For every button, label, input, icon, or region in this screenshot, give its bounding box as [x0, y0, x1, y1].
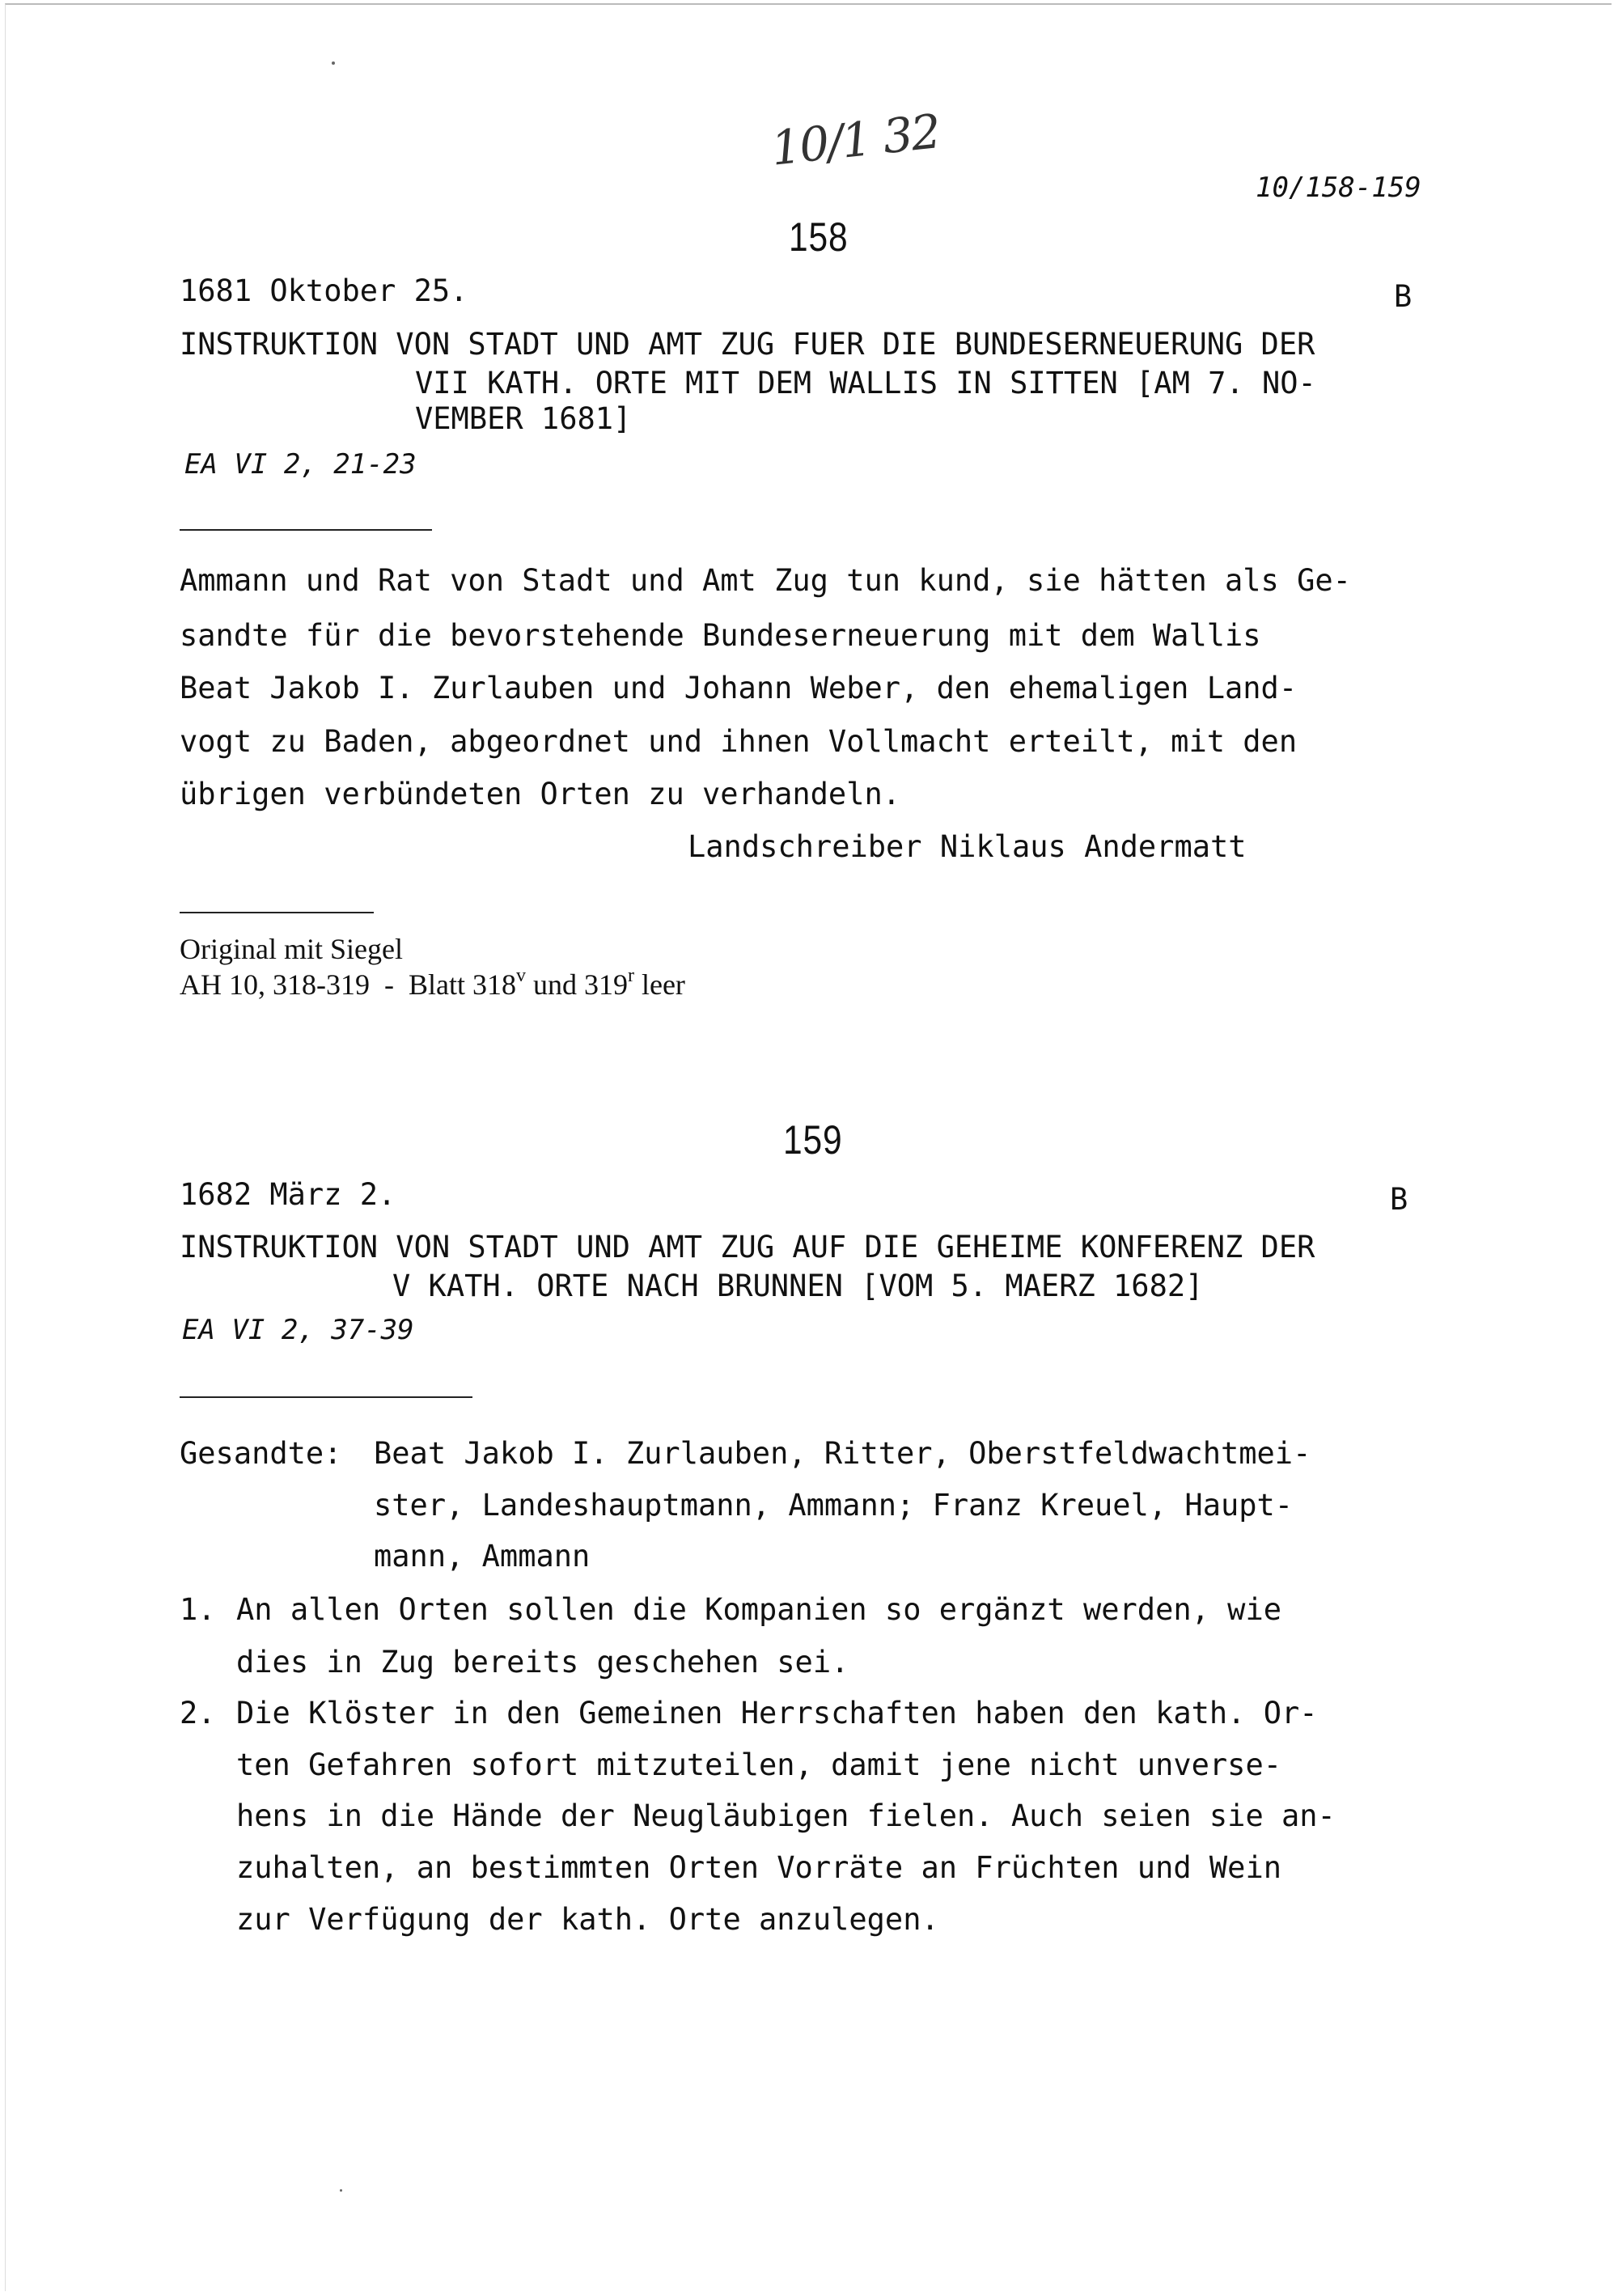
item-line: zur Verfügung der kath. Orte anzulegen.	[236, 1902, 939, 1937]
signature: Landschreiber Niklaus Andermatt	[688, 829, 1247, 864]
body-line: vogt zu Baden, abgeordnet und ihnen Vollmacht erteilt, mit den	[180, 724, 1298, 759]
entry-date: 1682 März 2.	[180, 1177, 396, 1212]
item-line: ten Gefahren sofort mitzuteilen, damit jene nicht unverse-	[236, 1747, 1282, 1782]
item-number: 2.	[180, 1696, 216, 1730]
item-line: zuhalten, an bestimmten Orten Vorräte an Früchten und Wein	[236, 1850, 1282, 1885]
footnote-archive-prefix: AH 10, 318-319 - Blatt 318	[180, 968, 516, 1001]
body-line: sandte für die bevorstehende Bundeserneuerung mit dem Wallis	[180, 618, 1261, 653]
scan-speck	[340, 2189, 342, 2192]
item-line: dies in Zug bereits geschehen sei.	[236, 1645, 849, 1680]
separator-rule	[180, 1396, 472, 1398]
item-number: 1.	[180, 1592, 216, 1627]
entry-title-line: INSTRUKTION VON STADT UND AMT ZUG FUER DIE BUNDESERNEUERUNG DER	[180, 327, 1315, 362]
footnote-archive-middle: und 319	[525, 968, 628, 1001]
item-line: hens in die Hände der Neugläubigen fielen. Auch seien sie an-	[236, 1798, 1336, 1833]
entry-date: 1681 Oktober 25.	[180, 273, 468, 308]
footnote-archive-suffix: leer	[633, 968, 685, 1001]
entry-number: 158	[789, 214, 849, 260]
footnote-sup-verso: v	[515, 965, 526, 986]
entry-title-line: INSTRUKTION VON STADT UND AMT ZUG AUF DIE GEHEIME KONFERENZ DER	[180, 1230, 1315, 1264]
entry-title-line: VEMBER 1681]	[415, 401, 632, 436]
footnote-original: Original mit Siegel	[180, 933, 403, 965]
item-line: Die Klöster in den Gemeinen Herrschaften haben den kath. Or-	[236, 1696, 1318, 1730]
entry-title-line: VII KATH. ORTE MIT DEM WALLIS IN SITTEN [AM 7. NO-	[415, 366, 1316, 400]
entry-marker: B	[1394, 279, 1413, 314]
separator-rule	[180, 529, 432, 531]
archive-reference: 10/158-159	[1256, 172, 1421, 204]
body-line: übrigen verbündeten Orten zu verhandeln.	[180, 777, 901, 811]
body-line: Ammann und Rat von Stadt und Amt Zug tun kund, sie hätten als Ge-	[180, 563, 1351, 598]
entry-marker: B	[1390, 1182, 1408, 1217]
entry-reference: EA VI 2, 37-39	[182, 1314, 414, 1346]
scan-speck	[332, 61, 335, 65]
entry-title-line: V KATH. ORTE NACH BRUNNEN [VOM 5. MAERZ 1682]	[392, 1269, 1204, 1303]
envoys-line: ster, Landeshauptmann, Ammann; Franz Kreuel, Haupt-	[374, 1488, 1294, 1523]
footnote-rule	[180, 912, 374, 913]
envoys-line: Beat Jakob I. Zurlauben, Ritter, Oberstfeldwachtmei-	[374, 1436, 1311, 1471]
footnote-sup-recto: r	[627, 965, 634, 986]
envoys-line: mann, Ammann	[374, 1539, 591, 1574]
body-line: Beat Jakob I. Zurlauben und Johann Weber, den ehemaligen Land-	[180, 671, 1298, 705]
entry-reference: EA VI 2, 21-23	[184, 448, 417, 481]
item-line: An allen Orten sollen die Kompanien so ergänzt werden, wie	[236, 1592, 1282, 1627]
entry-number: 159	[783, 1117, 843, 1163]
handwritten-archive-note: 10/1 32	[769, 104, 942, 176]
envoys-label: Gesandte:	[180, 1436, 342, 1471]
footnote-archive	[180, 965, 685, 1002]
